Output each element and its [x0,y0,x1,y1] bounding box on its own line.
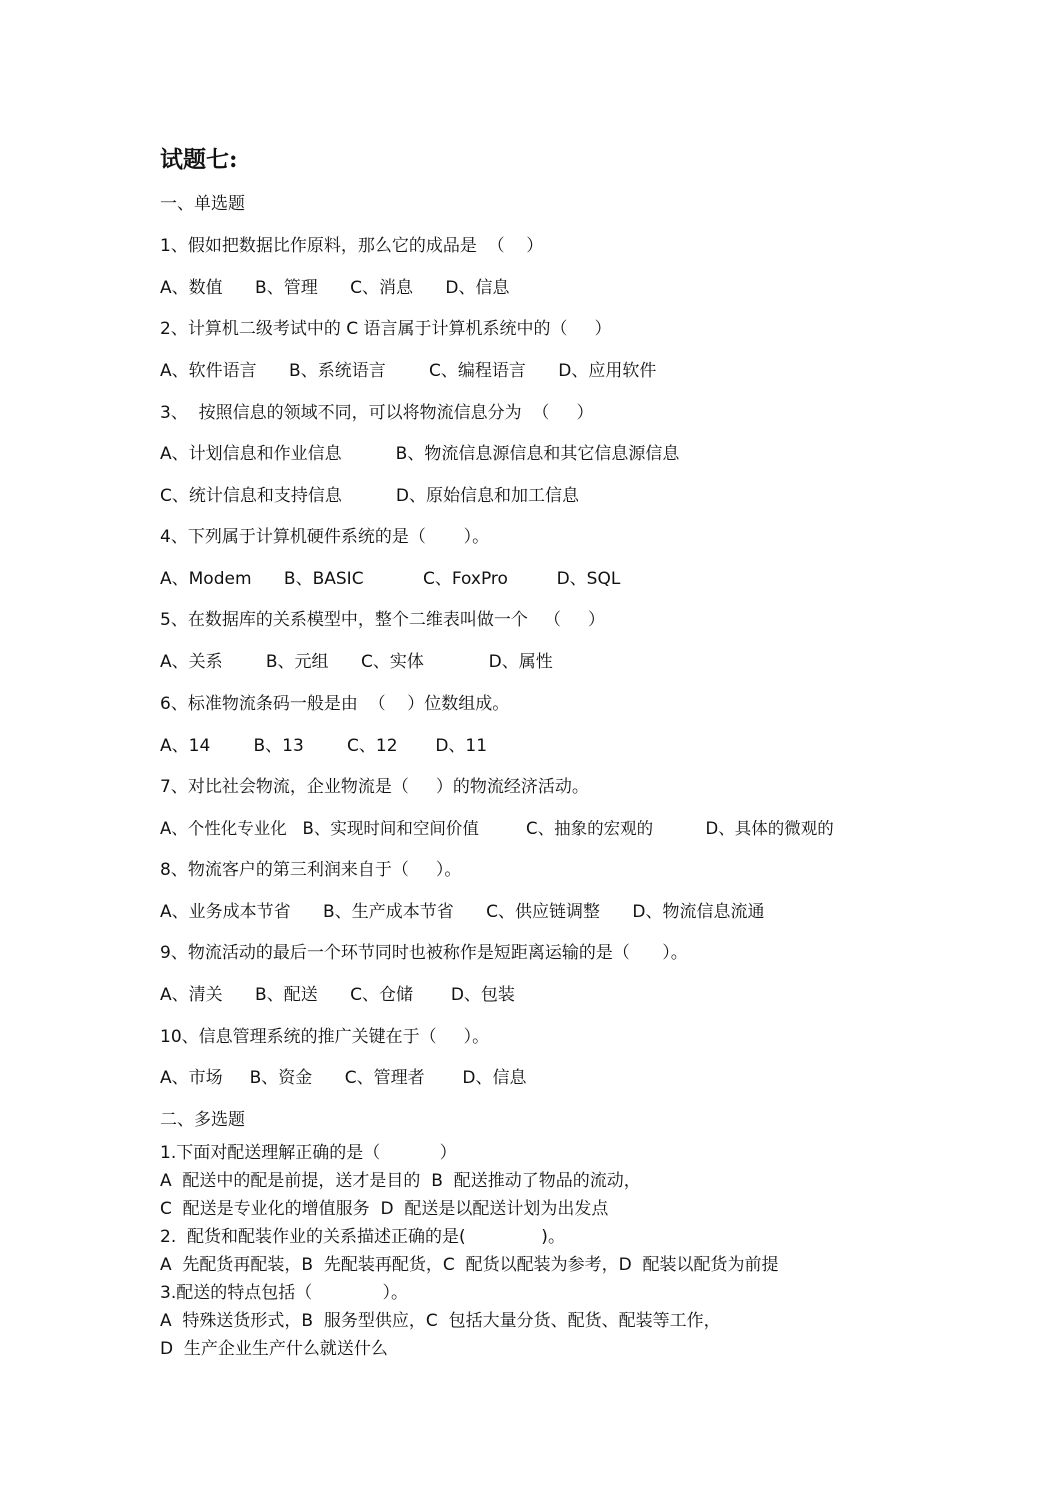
section-heading-multiple-choice: 二、多选题 [160,1110,245,1130]
question-1-options: A、数值 B、管理 C、消息 D、信息 [160,278,510,298]
question-2: 2、计算机二级考试中的 C 语言属于计算机系统中的（ ） [160,319,612,339]
question-2-options: A、软件语言 B、系统语言 C、编程语言 D、应用软件 [160,361,657,381]
question-7-options: A、个性化专业化 B、实现时间和空间价值 C、抽象的宏观的 D、具体的微观的 [160,819,834,838]
question-6-options: A、14 B、13 C、12 D、11 [160,736,488,756]
question-4-options: A、Modem B、BASIC C、FoxPro D、SQL [160,569,621,589]
question-3: 3、 按照信息的领域不同，可以将物流信息分为 （ ） [160,403,594,423]
multi-question-3: 3.配送的特点包括（ ）。 [160,1283,408,1303]
section-heading-single-choice: 一、单选题 [160,194,245,214]
question-4: 4、下列属于计算机硬件系统的是（ ）。 [160,527,490,547]
question-1: 1、假如把数据比作原料，那么它的成品是 （ ） [160,236,544,256]
multi-question-2: 2. 配货和配装作业的关系描述正确的是( )。 [160,1227,565,1247]
question-8-options: A、业务成本节省 B、生产成本节省 C、供应链调整 D、物流信息流通 [160,902,765,922]
question-3-options-cd: C、统计信息和支持信息 D、原始信息和加工信息 [160,486,579,506]
question-3-options-ab: A、计划信息和作业信息 B、物流信息源信息和其它信息源信息 [160,444,680,464]
multi-question-1: 1.下面对配送理解正确的是（ ） [160,1143,457,1163]
multi-question-2-options: A 先配货再配装，B 先配装再配货，C 配货以配装为参考，D 配装以配货为前提 [160,1255,779,1275]
multi-question-3-option-d: D 生产企业生产什么就送什么 [160,1339,388,1359]
question-9: 9、物流活动的最后一个环节同时也被称作是短距离运输的是（ ）。 [160,943,688,963]
question-10: 10、信息管理系统的推广关键在于（ ）。 [160,1027,490,1047]
page-title: 试题七: [160,146,238,173]
multi-question-3-options-abc: A 特殊送货形式，B 服务型供应，C 包括大量分货、配货、配装等工作， [160,1311,721,1331]
question-5: 5、在数据库的关系模型中，整个二维表叫做一个 （ ） [160,610,606,630]
question-10-options: A、市场 B、资金 C、管理者 D、信息 [160,1068,527,1088]
question-5-options: A、关系 B、元组 C、实体 D、属性 [160,652,553,672]
question-6: 6、标准物流条码一般是由 （ ）位数组成。 [160,694,510,714]
question-7: 7、对比社会物流，企业物流是（ ）的物流经济活动。 [160,777,589,797]
multi-question-1-options-ab: A 配送中的配是前提，送才是目的 B 配送推动了物品的流动， [160,1171,641,1191]
question-8: 8、物流客户的第三利润来自于（ ）。 [160,860,462,880]
multi-question-1-options-cd: C 配送是专业化的增值服务 D 配送是以配送计划为出发点 [160,1199,609,1219]
question-9-options: A、清关 B、配送 C、仓储 D、包装 [160,985,515,1005]
